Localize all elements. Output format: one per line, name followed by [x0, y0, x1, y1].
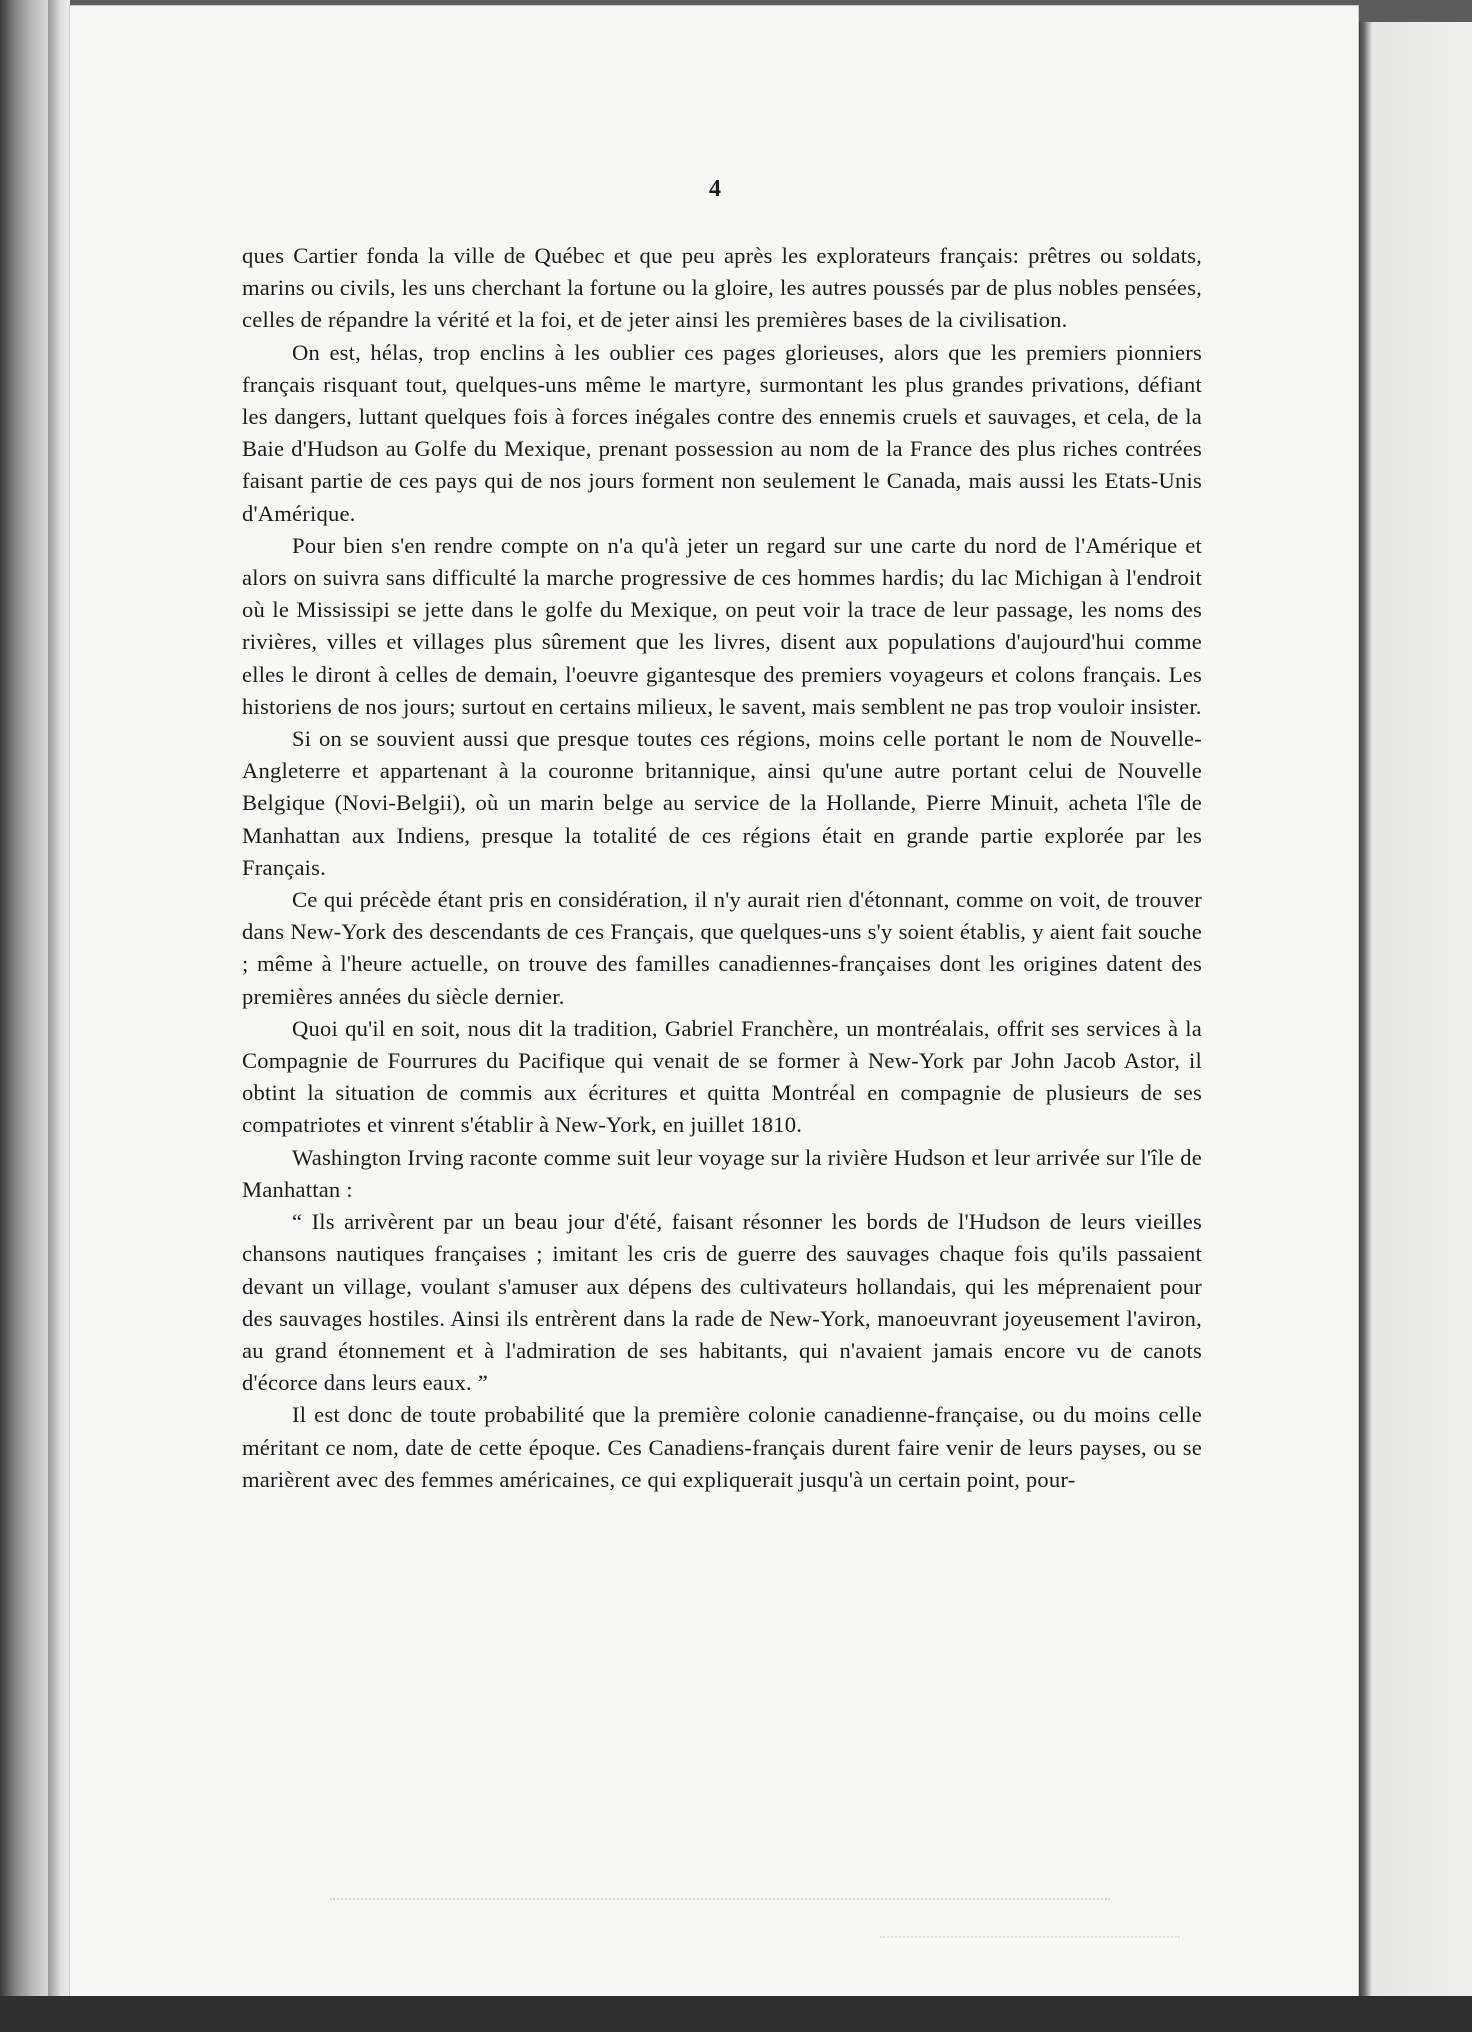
paragraph-7: Washington Irving raconte comme suit leur voyage sur la rivière Hudson et leur arrivée sur l'île de Manhattan : [242, 1144, 1202, 1202]
adjacent-page-edge [1358, 22, 1472, 2032]
paragraph-6: Quoi qu'il en soit, nous dit la tradition, Gabriel Franchère, un montréalais, offrit ses services à la Compagnie de Fourrures du Pacifique qui venait de se former à New-York par John Jacob Astor, il obtint la situation de commis aux écritures et quitta Montréal en compagnie de plusieurs de ses compatriotes et vinrent s'établir à New-York, en juillet 1810. [242, 1015, 1202, 1138]
quotation-paragraph: “ Ils arrivèrent par un beau jour d'été, faisant résonner les bords de l'Hudson de leurs vieilles chansons nautiques françaises ; imitant les cris de guerre des sauvages chaque fois qu'ils passaient devant un village, voulant s'amuser aux dépens des cultivateurs hollandais, qui les méprenaient pour des sauvages hostiles. Ainsi ils entrèrent dans la rade de New-York, manoeuvrant joyeusement l'aviron, au grand étonnement et à l'admiration de ses habitants, qui n'avaient jamais encore vu de canots d'écorce dans leurs eaux. ” [242, 1209, 1202, 1396]
page-body-text [242, 240, 1202, 1496]
paragraph-1: ques Cartier fonda la ville de Québec et que peu après les explorateurs français: prêtres ou soldats, marins ou civils, les uns cherchant la fortune ou la gloire, les autres poussés par de plus nobles pensées, celles de répandre la vérité et la foi, et de jeter ainsi les premières bases de la civilisation. [242, 243, 1202, 333]
paragraph-2: On est, hélas, trop enclins à les oublier ces pages glorieuses, alors que les premiers pionniers français risquant tout, quelques-uns même le martyre, surmontant les plus grandes privations, défiant les dangers, luttant quelques fois à forces inégales contre des ennemis cruels et sauvages, et cela, de la Baie d'Hudson au Golfe du Mexique, prenant possession au nom de la France des plus riches contrées faisant partie de ces pays qui de nos jours forment non seulement le Canada, mais aussi les Etats-Unis d'Amérique. [242, 339, 1202, 526]
page-number: 4 [709, 176, 721, 202]
scan-artifact-line-2 [880, 1936, 1180, 1942]
scanner-backdrop-left [0, 0, 48, 2032]
paragraph-4: Si on se souvient aussi que presque toutes ces régions, moins celle portant le nom de Nouvelle-Angleterre et appartenant à la couronne britannique, ainsi qu'une autre portant celui de Nouvelle Belgique (Novi-Belgii), où un marin belge au service de la Hollande, Pierre Minuit, acheta l'île de Manhattan aux Indiens, presque la totalité de ces régions était en grande partie explorée par les Français. [242, 726, 1202, 880]
paragraph-9: Il est donc de toute probabilité que la première colonie canadienne-française, ou du moins celle méritant ce nom, date de cette époque. Ces Canadiens-français durent faire venir de leurs payses, ou se marièrent avec des femmes américaines, ce qui expliquerait jusqu'à un certain point, pour- [242, 1402, 1202, 1492]
book-spine-edge [48, 0, 70, 2032]
scanner-backdrop-bottom [0, 1996, 1472, 2032]
paragraph-5: Ce qui précède étant pris en considération, il n'y aurait rien d'étonnant, comme on voit, de trouver dans New-York des descendants de ces Français, que quelques-uns s'y soient établis, y aient fait souche ; même à l'heure actuelle, on trouve des familles canadiennes-françaises dont les origines datent des premières années du siècle dernier. [242, 887, 1202, 1009]
scan-artifact-line [330, 1898, 1110, 1906]
paragraph-3: Pour bien s'en rendre compte on n'a qu'à jeter un regard sur une carte du nord de l'Amérique et alors on suivra sans difficulté la marche progressive de ces hommes hardis; du lac Michigan à l'endroit où le Mississipi se jette dans le golfe du Mexique, on peut voir la trace de leur passage, les noms des rivières, villes et villages plus sûrement que les livres, disent aux populations d'aujourd'hui comme elles le diront à celles de demain, l'oeuvre gigantesque des premiers voyageurs et colons français. Les historiens de nos jours; surtout en certains milieux, le savent, mais semblent ne pas trop vouloir insister. [242, 532, 1202, 719]
